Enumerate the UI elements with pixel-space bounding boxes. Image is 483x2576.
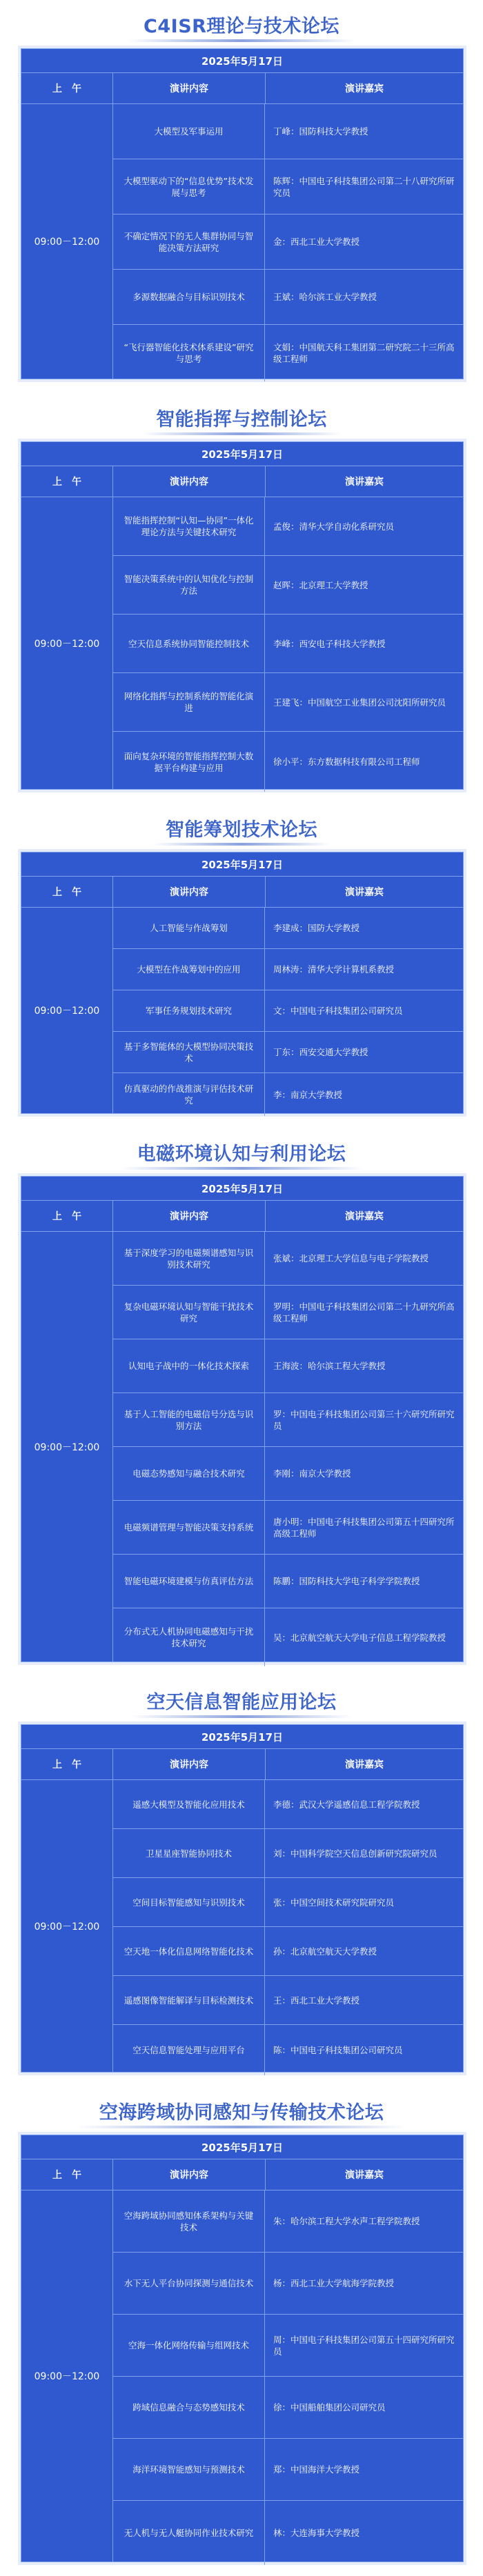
schedule-table — [21, 1176, 464, 1662]
talk-speaker: 唐小明：中国电子科技集团公司第五十四研究所高级工程师 — [273, 1516, 455, 1539]
talk-speaker: 刘：中国科学院空天信息创新研究院研究员 — [273, 1848, 437, 1859]
talk-row — [113, 1073, 463, 1116]
slot-header: 上 午 — [21, 1749, 113, 1779]
talk-topic: 空天地一体化信息网络智能化技术 — [113, 1927, 265, 1975]
speaker-header: 演讲嘉宾 — [345, 887, 384, 898]
forum-title-text: 智能筹划技术论坛 — [166, 815, 317, 841]
speaker-header: 演讲嘉宾 — [345, 2170, 384, 2181]
talk-speaker: 文：中国电子科技集团公司研究员 — [273, 1006, 403, 1016]
talk-topic: 遥感图像智能解译与目标检测技术 — [113, 1976, 265, 2024]
talk-speaker: 朱：哈尔滨工程大学水声工程学院教授 — [273, 2216, 420, 2226]
talk-row — [113, 104, 463, 159]
schedule-date: 2025年5月17日 — [21, 49, 463, 73]
schedule-header-row — [21, 73, 463, 104]
talk-row — [113, 159, 463, 214]
talk-topic: 空海一体化网络传输与组网技术 — [113, 2315, 265, 2376]
talk-speaker: 陈：中国电子科技集团公司研究员 — [273, 2045, 403, 2055]
talk-speaker: 徐：中国船舶集团公司研究员 — [273, 2402, 386, 2413]
forum-title-text: 电磁环境认知与利用论坛 — [137, 1139, 346, 1166]
talk-row — [113, 1608, 463, 1666]
talk-speaker: 罗：中国电子科技集团公司第三十六研究所研究员 — [273, 1408, 455, 1431]
schedule-body — [21, 908, 463, 1113]
talk-row — [113, 1393, 463, 1447]
talk-topic: “飞行器智能化技术体系建设”研究与思考 — [113, 325, 265, 381]
schedule-body — [21, 1232, 463, 1661]
talk-row — [113, 1339, 463, 1393]
talk-row — [113, 1032, 463, 1073]
topic-header: 演讲内容 — [113, 1749, 266, 1779]
talk-speaker: 周：中国电子科技集团公司第五十四研究所研究员 — [273, 2334, 455, 2357]
forum-title — [0, 1676, 483, 1724]
talk-row — [113, 1829, 463, 1878]
talk-row — [113, 673, 463, 732]
forum-section — [0, 803, 483, 1128]
schedule-body — [21, 104, 463, 379]
schedule-table — [21, 2135, 464, 2562]
talk-topic: 军事任务规划技术研究 — [113, 990, 265, 1031]
talk-speaker: 王斌：哈尔滨工业大学教授 — [273, 292, 377, 302]
speaker-header: 演讲嘉宾 — [345, 1211, 384, 1222]
talk-speaker: 张斌：北京理工大学信息与电子学院教授 — [273, 1253, 429, 1264]
talk-topic: 网络化指挥与控制系统的智能化演进 — [113, 673, 265, 731]
talk-row — [113, 2439, 463, 2501]
talk-topic: 基于深度学习的电磁频谱感知与识别技术研究 — [113, 1232, 265, 1285]
talk-topic: 空天信息智能处理与应用平台 — [113, 2025, 265, 2075]
schedule-header-row — [21, 466, 463, 497]
talk-list — [113, 908, 463, 1113]
talk-list — [113, 1780, 463, 2072]
talk-list — [113, 2190, 463, 2562]
forum-title-text: 智能指挥与控制论坛 — [156, 404, 327, 431]
talk-row — [113, 2377, 463, 2439]
topic-header: 演讲内容 — [113, 2159, 266, 2190]
talk-topic: 智能电磁环境建模与仿真评估方法 — [113, 1555, 265, 1608]
forum-section — [0, 393, 483, 803]
talk-row — [113, 1501, 463, 1555]
schedule-header-row — [21, 2159, 463, 2190]
talk-row — [113, 1927, 463, 1976]
forum-section — [0, 1128, 483, 1676]
schedule-body — [21, 497, 463, 789]
talk-topic: 基于人工智能的电磁信号分选与识别方法 — [113, 1393, 265, 1446]
talk-speaker: 王：西北工业大学教授 — [273, 1995, 360, 2006]
talk-row — [113, 2501, 463, 2565]
speaker-header: 演讲嘉宾 — [345, 1759, 384, 1770]
talk-list — [113, 1232, 463, 1661]
schedule-date: 2025年5月17日 — [21, 1177, 463, 1201]
session-time: 09:00－12:00 — [21, 2190, 113, 2562]
forum-section — [0, 1676, 483, 2086]
talk-speaker: 赵晖：北京理工大学教授 — [273, 579, 368, 590]
forum-title — [0, 0, 483, 48]
talk-row — [113, 732, 463, 792]
talk-row — [113, 2190, 463, 2253]
talk-topic: 智能决策系统中的认知优化与控制方法 — [113, 556, 265, 614]
talk-topic: 卫星星座智能协同技术 — [113, 1829, 265, 1877]
schedule-table — [21, 1724, 464, 2073]
schedule-date: 2025年5月17日 — [21, 1725, 463, 1749]
session-time: 09:00－12:00 — [21, 908, 113, 1113]
talk-topic: 仿真驱动的作战推演与评估技术研究 — [113, 1073, 265, 1116]
talk-speaker: 丁东：西安交通大学教授 — [273, 1047, 368, 1057]
talk-topic: 遥感大模型及智能化应用技术 — [113, 1780, 265, 1828]
talk-row — [113, 214, 463, 270]
talk-speaker: 金：西北工业大学教授 — [273, 237, 360, 247]
talk-topic: 不确定情况下的无人集群协同与智能决策方法研究 — [113, 214, 265, 269]
schedule-table — [21, 48, 464, 379]
talk-row — [113, 1555, 463, 1608]
talk-speaker: 周林涛：清华大学计算机系教授 — [273, 964, 395, 975]
talk-speaker: 罗明：中国电子科技集团公司第二十九研究所高级工程师 — [273, 1301, 455, 1324]
topic-header: 演讲内容 — [113, 1201, 266, 1231]
talk-topic: 空海跨域协同感知体系架构与关键技术 — [113, 2190, 265, 2252]
talk-topic: 水下无人平台协同探测与通信技术 — [113, 2253, 265, 2314]
talk-row — [113, 2025, 463, 2075]
schedule-body — [21, 2190, 463, 2562]
talk-row — [113, 1286, 463, 1339]
talk-topic: 跨域信息融合与态势感知技术 — [113, 2377, 265, 2438]
forum-title — [0, 2086, 483, 2135]
talk-speaker: 孙：北京航空航天大学教授 — [273, 1946, 377, 1957]
talk-topic: 分布式无人机协同电磁感知与干扰技术研究 — [113, 1608, 265, 1666]
talk-row — [113, 325, 463, 381]
topic-header: 演讲内容 — [113, 73, 266, 103]
talk-row — [113, 1878, 463, 1927]
talk-speaker: 张：中国空间技术研究院研究员 — [273, 1897, 395, 1908]
schedule-date: 2025年5月17日 — [21, 852, 463, 877]
talk-speaker: 林：大连海事大学教授 — [273, 2528, 360, 2538]
forum-title — [0, 1128, 483, 1176]
talk-speaker: 陈鹏：国防科技大学电子科学学院教授 — [273, 1576, 420, 1586]
talk-topic: 基于多智能体的大模型协同决策技术 — [113, 1032, 265, 1072]
schedule-body — [21, 1780, 463, 2072]
session-time: 09:00－12:00 — [21, 1232, 113, 1661]
talk-speaker: 丁峰：国防科技大学教授 — [273, 126, 368, 137]
schedule-header-row — [21, 1201, 463, 1232]
talk-list — [113, 497, 463, 789]
talk-topic: 大模型驱动下的“信息优势”技术发展与思考 — [113, 159, 265, 214]
talk-speaker: 王海波：哈尔滨工程大学教授 — [273, 1361, 386, 1371]
forum-title — [0, 393, 483, 441]
talk-topic: 无人机与无人艇协同作业技术研究 — [113, 2501, 265, 2565]
slot-header: 上 午 — [21, 73, 113, 103]
forum-section — [0, 2086, 483, 2576]
talk-row — [113, 1976, 463, 2025]
talk-row — [113, 908, 463, 949]
schedule-date: 2025年5月17日 — [21, 2135, 463, 2159]
talk-topic: 智能指挥控制“认知—协同”一体化理论方法与关键技术研究 — [113, 497, 265, 555]
talk-row — [113, 1780, 463, 1829]
schedule-date: 2025年5月17日 — [21, 442, 463, 466]
schedule-header-row — [21, 1749, 463, 1780]
talk-speaker: 郑：中国海洋大学教授 — [273, 2464, 360, 2475]
talk-topic: 多源数据融合与目标识别技术 — [113, 270, 265, 324]
talk-topic: 海洋环境智能感知与预测技术 — [113, 2439, 265, 2500]
talk-row — [113, 270, 463, 325]
talk-row — [113, 615, 463, 673]
talk-topic: 大模型在作战筹划中的应用 — [113, 949, 265, 990]
session-time: 09:00－12:00 — [21, 1780, 113, 2072]
talk-row — [113, 556, 463, 615]
talk-topic: 空天信息系统协同智能控制技术 — [113, 615, 265, 672]
schedule-table — [21, 852, 464, 1114]
topic-header: 演讲内容 — [113, 466, 266, 497]
talk-row — [113, 949, 463, 990]
schedule-header-row — [21, 877, 463, 908]
speaker-header: 演讲嘉宾 — [345, 477, 384, 488]
talk-speaker: 李：南京大学教授 — [273, 1089, 343, 1100]
talk-speaker: 吴：北京航空航天大学电子信息工程学院教授 — [273, 1632, 446, 1643]
talk-speaker: 李刚：南京大学教授 — [273, 1468, 351, 1479]
talk-row — [113, 990, 463, 1032]
talk-speaker: 王建飞：中国航空工业集团公司沈阳所研究员 — [273, 697, 446, 708]
talk-row — [113, 2253, 463, 2315]
talk-speaker: 李德：武汉大学遥感信息工程学院教授 — [273, 1799, 420, 1810]
forum-title-text: 空天信息智能应用论坛 — [147, 1687, 337, 1714]
talk-speaker: 徐小平：东方数据科技有限公司工程师 — [273, 757, 420, 767]
session-time: 09:00－12:00 — [21, 104, 113, 379]
talk-row — [113, 497, 463, 556]
talk-topic: 认知电子战中的一体化技术探索 — [113, 1339, 265, 1392]
talk-topic: 电磁频谱管理与智能决策支持系统 — [113, 1501, 265, 1554]
talk-speaker: 李建成：国防大学教授 — [273, 923, 360, 933]
talk-row — [113, 2315, 463, 2377]
topic-header: 演讲内容 — [113, 877, 266, 907]
session-time: 09:00－12:00 — [21, 497, 113, 789]
slot-header: 上 午 — [21, 877, 113, 907]
slot-header: 上 午 — [21, 466, 113, 497]
forum-section — [0, 0, 483, 393]
talk-topic: 面向复杂环境的智能指挥控制大数据平台构建与应用 — [113, 732, 265, 792]
talk-list — [113, 104, 463, 379]
talk-row — [113, 1232, 463, 1286]
talk-topic: 人工智能与作战筹划 — [113, 908, 265, 948]
slot-header: 上 午 — [21, 1201, 113, 1231]
talk-speaker: 李峰：西安电子科技大学教授 — [273, 638, 386, 649]
talk-speaker: 孟俊：清华大学自动化系研究员 — [273, 521, 395, 532]
talk-topic: 大模型及军事运用 — [113, 104, 265, 159]
talk-row — [113, 1447, 463, 1501]
schedule-table — [21, 441, 464, 790]
speaker-header: 演讲嘉宾 — [345, 83, 384, 94]
talk-topic: 电磁态势感知与融合技术研究 — [113, 1447, 265, 1500]
talk-speaker: 陈辉：中国电子科技集团公司第二十八研究所研究员 — [273, 175, 455, 198]
talk-speaker: 杨：西北工业大学航海学院教授 — [273, 2278, 395, 2288]
talk-topic: 空间目标智能感知与识别技术 — [113, 1878, 265, 1926]
forum-title-text: 空海跨域协同感知与传输技术论坛 — [99, 2097, 384, 2124]
forum-title — [0, 803, 483, 852]
forum-title-text: C4ISR理论与技术论坛 — [144, 11, 339, 38]
talk-speaker: 文娟：中国航天科工集团第二研究院二十三所高级工程师 — [273, 342, 455, 364]
talk-topic: 复杂电磁环境认知与智能干扰技术研究 — [113, 1286, 265, 1339]
slot-header: 上 午 — [21, 2159, 113, 2190]
